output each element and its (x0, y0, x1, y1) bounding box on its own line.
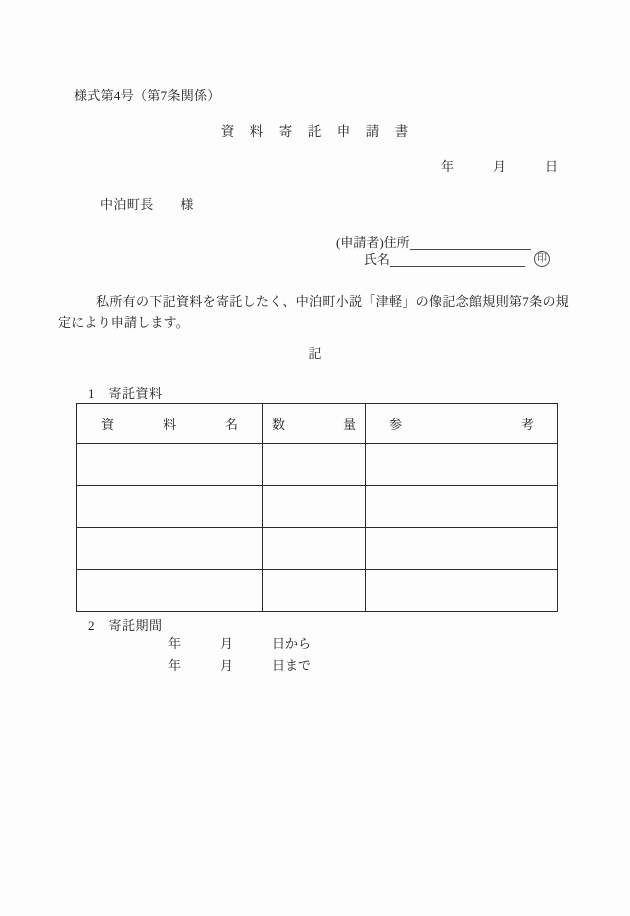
section-1-heading: 1 寄託資料 (88, 386, 163, 401)
document-title: 資 料 寄 託 申 請 書 (220, 124, 410, 139)
body-paragraph: 私所有の下記資料を寄託したく、中泊町小説「津軽」の像記念館規則第7条の規定により申請します。 (58, 294, 569, 330)
date-blank-line: 年 月 日 (440, 159, 558, 174)
column-header-remarks: 参 考 (366, 404, 558, 444)
table-cell-empty (366, 528, 558, 570)
table-cell-empty (77, 570, 263, 612)
table-cell-empty (77, 444, 263, 486)
ki-separator-label: 記 (308, 346, 322, 361)
table-row (77, 486, 558, 528)
applicant-address-label: (申請者)住所 (336, 235, 410, 250)
table-cell-empty (77, 528, 263, 570)
form-number: 様式第4号（第7条関係） (74, 88, 221, 103)
table-row (77, 528, 558, 570)
table-header-row (77, 404, 558, 444)
table-cell-empty (366, 444, 558, 486)
column-header-quantity: 数 量 (263, 404, 366, 444)
seal-stamp-mark: 印 (534, 251, 550, 267)
section-2-heading: 2 寄託期間 (88, 618, 163, 633)
table-cell-empty (263, 570, 366, 612)
applicant-name-row (364, 252, 550, 267)
period-to-line: 年 月 日まで (168, 658, 312, 673)
applicant-address-row (336, 235, 531, 250)
table-body (77, 444, 558, 612)
table-cell-empty (263, 444, 366, 486)
table-cell-empty (366, 486, 558, 528)
column-header-material-name: 資 料 名 (77, 404, 263, 444)
table-row (77, 570, 558, 612)
address-blank-underline (410, 236, 531, 250)
applicant-name-label: 氏名 (364, 252, 391, 267)
table-row (77, 444, 558, 486)
table-cell-empty (77, 486, 263, 528)
period-from-line: 年 月 日から (168, 636, 312, 651)
table-cell-empty (263, 528, 366, 570)
table-cell-empty (263, 486, 366, 528)
name-blank-underline (390, 253, 525, 267)
addressee-line: 中泊町長 様 (100, 197, 194, 212)
deposit-materials-table (76, 403, 558, 612)
table-cell-empty (366, 570, 558, 612)
